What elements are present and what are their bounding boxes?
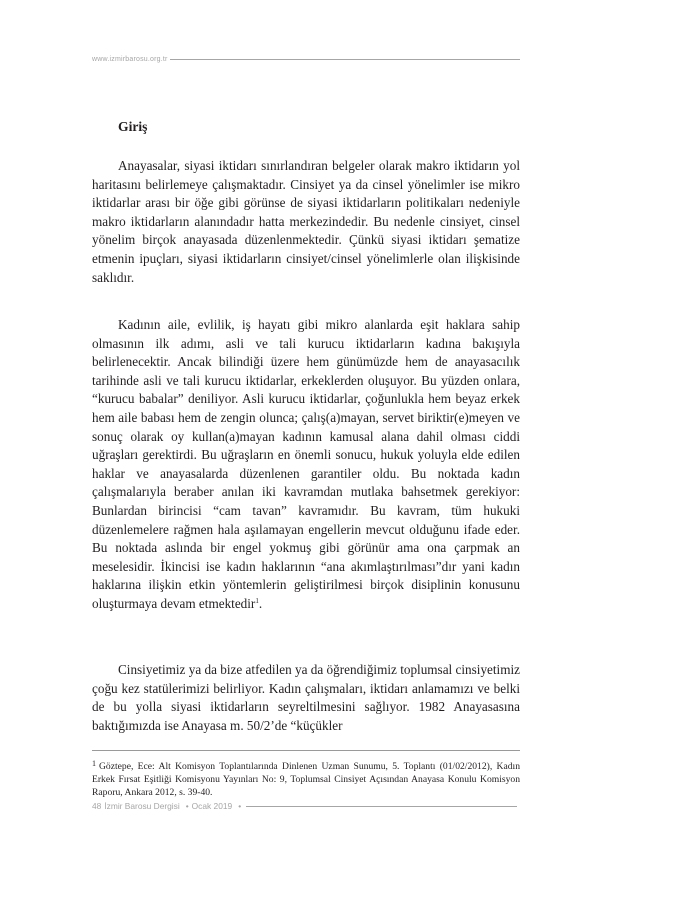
paragraph-2 <box>92 316 520 614</box>
header-rule <box>170 59 520 60</box>
paragraph-text: Kadının aile, evlilik, iş hayatı gibi mikro alanlarda eşit haklara sahip olmasının ilk adımı, asli ve tali kurucu iktidarların kadına bakışıyla belirlenecektir. Ancak bilindiği üzere hem günümüzde hem de anayasacılık tarihinde asli ve tali kurucu iktidarlar, erkeklerden oluşuyor. Bu yüzden onlara, “kurucu babalar” deniliyor. Asli kurucu iktidarlar, çoğunlukla hem beyaz erkek hem aile babası hem de zengin olunca; çalış(a)mayan, servet biriktir(e)meyen ve sonuç olarak oy kullan(a)mayan kadının kamusal alana dahil olması ciddi uğraşları gerektirdi. Bu uğraşların en önemli sonucu, hukuk yoluyla elde edilen haklar ve anayasalarda düzenlenen garantiler oldu. Bu noktada kadın çalışmalarıyla beraber anılan iki kavramdan mutlaka bahsetmek gerekiyor: Bunlardan birincisi “cam tavan” kavramıdır. Bu kavram, tüm hukuki düzenlemelere rağmen hala aşılamayan engellerin mevcut olduğunu ifade eder. Bu noktada aslında bir engel yokmuş gibi görünür ama ona çarpmak an meselesidir. İkincisi ise kadın haklarının “ana akımlaştırılması”dır yani kadın haklarına ilişkin etkin yöntemlerin geliştirilmesi birçok disiplinin konusunu oluşturmaya devam etmektedir$^1$. <box>92 317 520 611</box>
header-url: www.izmirbarosu.org.tr <box>92 55 168 63</box>
footnote-reference[interactable]: 1 <box>255 596 259 605</box>
paragraph-text-body: Kadının aile, evlilik, iş hayatı gibi mikro alanlarda eşit haklara sahip olmasının ilk adımı, asli ve tali kurucu iktidarların kadına bakışıyla belirlenecektir. Ancak bilindiği üzere hem günümüzde hem de anayasacılık tarihinde asli ve tali kurucu iktidarlar, erkeklerden oluşuyor. Bu yüzden onlara, “kurucu babalar” deniliyor. Asli kurucu iktidarlar, çoğunlukla hem beyaz erkek hem aile babası hem de zengin olunca; çalış(a)mayan, servet biriktir(e)meyen ve sonuç olarak oy kullan(a)mayan kadının kamusal alana dahil olması ciddi uğraşları gerektirdi. Bu uğraşların en önemli sonucu, hukuk yoluyla elde edilen haklar ve anayasalarda düzenlenen garantiler oldu. Bu noktada kadın çalışmalarıyla beraber anılan iki kavramdan mutlaka bahsetmek gerekiyor: Bunlardan birincisi “cam tavan” kavramıdır. Bu kavram, tüm hukuki düzenlemelere rağmen hala aşılamayan engellerin mevcut olduğunu ifade eder. Bu noktada aslında bir engel yokmuş gibi görünür ama ona çarpmak an meselesidir. İkincisi ise kadın haklarının “ana akımlaştırılması”dır yani kadın haklarına ilişkin etkin yöntemlerin geliştirilmesi birçok disiplinin konusunu oluşturmaya devam etmektedir <box>92 317 520 611</box>
paragraph-3 <box>92 661 520 735</box>
paragraph-text: Anayasalar, siyasi iktidarı sınırlandıran belgeler olarak makro iktidarın yol haritasını belirlemeye çalışmaktadır. Cinsiyet ya da cinsel yönelimler ise mikro iktidarlar arası bir öğe gibi görünse de siyasi iktidarların politikaları nedeniyle makro iktidarların alanındadır hatta merkezindedir. Bu nedenle cinsiyet, cinsel yönelim birçok anayasada düzenlenmektedir. Çünkü siyasi iktidarı şematize etmenin ipuçları, siyasi iktidarların cinsiyet/cinsel yönelimlerle olan ilişkisinde saklıdır. <box>92 158 520 285</box>
section-title: Giriş <box>118 119 148 134</box>
footnote <box>92 757 520 799</box>
footnote-number: 1 <box>92 759 96 768</box>
footer-rule <box>246 806 517 807</box>
page-number: 48 <box>92 801 102 811</box>
footnote-text: Göztepe, Ece: Alt Komisyon Toplantılarında Dinlenen Uzman Sunumu, 5. Toplantı (01/02/2012), Kadın Erkek Fırsat Eşitliği Komisyonu Yayınları No: 9, Toplumsal Cinsiyet Açısından Anayasa Konulu Komisyon Raporu, Ankara 2012, s. 39-40. <box>92 761 520 798</box>
paragraph-1 <box>92 157 520 287</box>
issue-date: Ocak 2019 <box>191 801 233 811</box>
footnote-rule <box>92 750 520 751</box>
running-footer <box>92 799 520 813</box>
footer-separator: • <box>185 801 189 811</box>
journal-name: İzmir Barosu Dergisi <box>104 801 180 811</box>
paragraph-text: Cinsiyetimiz ya da bize atfedilen ya da öğrendiğimiz toplumsal cinsiyetimiz çoğu kez statülerimizi belirliyor. Kadın çalışmaları, iktidarı anlamamızı ve belki de bu yolla siyasi iktidarların seyreltilmesini sağlıyor. 1982 Anayasasına baktığımızda ise Anayasa m. 50/2’de “küçükler <box>92 662 520 733</box>
footer-separator-end: • <box>238 801 242 811</box>
running-header <box>92 53 520 65</box>
